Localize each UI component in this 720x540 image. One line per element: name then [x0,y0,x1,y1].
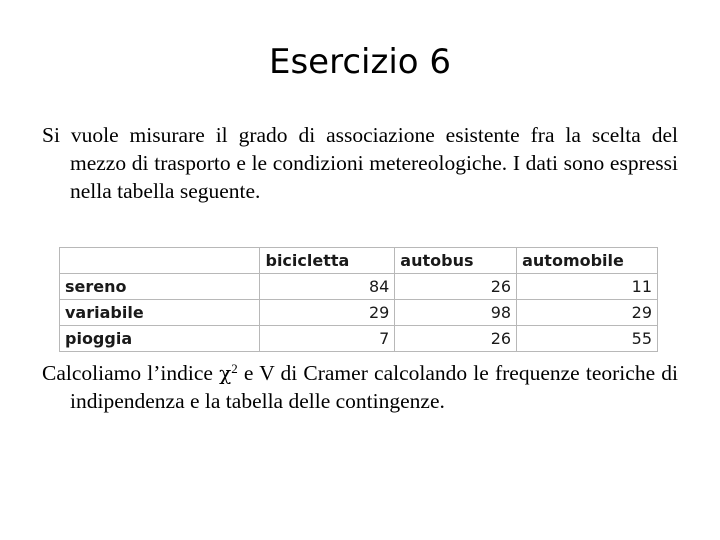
chi-exponent: 2 [231,361,238,376]
conclusion-text-start: Calcoliamo l’indice [42,361,220,385]
table-corner-cell [60,248,260,274]
table-cell: 29 [517,300,658,326]
table-cell: 84 [260,274,395,300]
row-label: pioggia [60,326,260,352]
chi-symbol: χ [219,361,232,385]
table-row [60,300,658,326]
table-cell: 7 [260,326,395,352]
intro-paragraph: Si vuole misurare il grado di associazione esistente fra la scelta del mezzo di trasporto e le condizioni metereologiche. I dati sono espressi nella tabella seguente. [42,123,678,203]
table-cell: 55 [517,326,658,352]
conclusion-paragraph [42,355,678,415]
table-row [60,326,658,352]
table-cell: 98 [395,300,517,326]
table-cell: 26 [395,274,517,300]
frequency-table [59,247,658,352]
column-header: autobus [395,248,517,274]
table-cell: 26 [395,326,517,352]
slide-title: Esercizio 6 [268,42,452,82]
row-label: variabile [60,300,260,326]
row-label: sereno [60,274,260,300]
column-header: automobile [517,248,658,274]
column-header: bicicletta [260,248,395,274]
table-cell: 29 [260,300,395,326]
table-row [60,274,658,300]
table-header-row [60,248,658,274]
conclusion-text-end: e V di Cramer calcolando le frequenze teoriche di indipendenza e la tabella delle contingenze. [70,361,678,413]
table-cell: 11 [517,274,658,300]
